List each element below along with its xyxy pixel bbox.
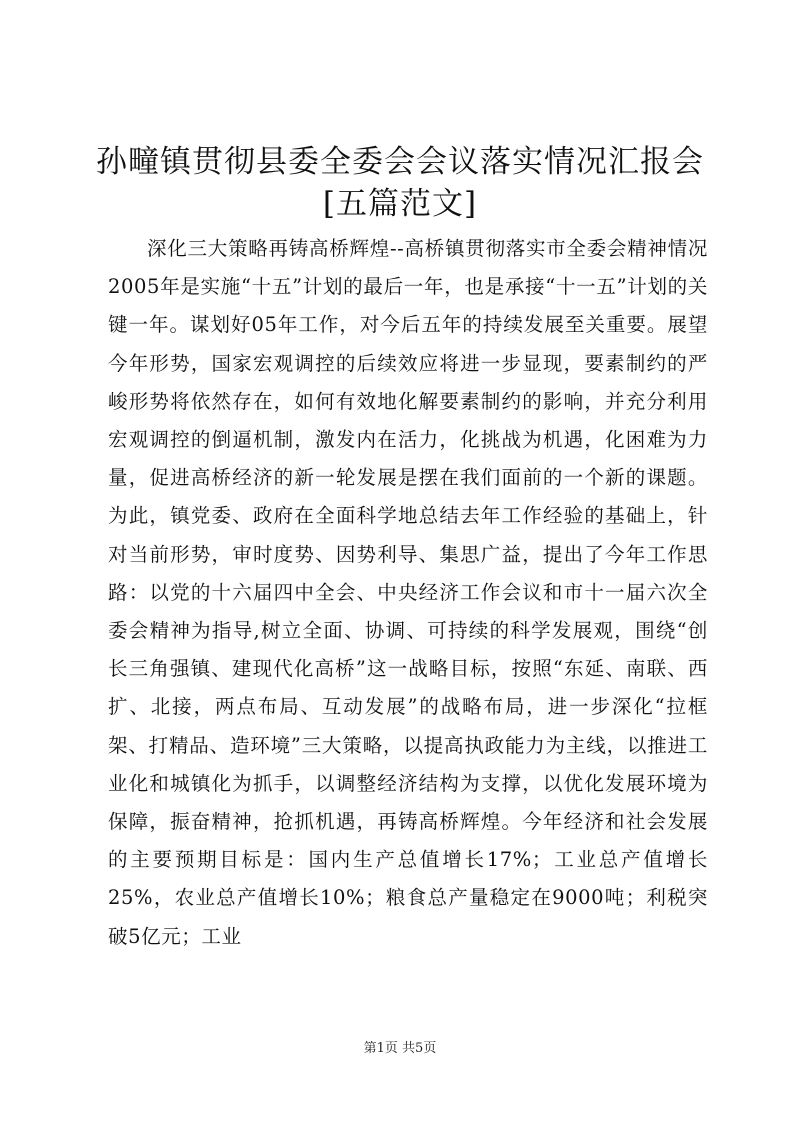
body-paragraph: 深化三大策略再铸高桥辉煌--高桥镇贯彻落实市全委会精神情况2005年是实施“十五”计划的最后一年，也是承接“十一五”计划的关键一年。谋划好05年工作，对今后五年的持续发展至关重要。展望今年形势，国家宏观调控的后续效应将进一步显现，要素制约的严峻形势将依然存在，如何有效地化解要素制约的影响，并充分利用宏观调控的倒逼机制，激发内在活力，化挑战为机遇，化困难为力量，促进高桥经济的新一轮发展是摆在我们面前的一个新的课题。为此，镇党委、政府在全面科学地总结去年工作经验的基础上，针对当前形势，审时度势、因势利导、集思广益，提出了今年工作思路：以党的十六届四中全会、中央经济工作会议和市十一届六次全委会精神为指导,树立全面、协调、可持续的科学发展观，围绕“创长三角强镇、建现代化高桥”这一战略目标，按照“东延、南联、西扩、北接，两点布局、互动发展”的战略布局，进一步深化“拉框架、打精品、造环境”三大策略，以提高执政能力为主线，以推进工业化和城镇化为抓手，以调整经济结构为支撑，以优化发展环境为保障，振奋精神，抢抓机遇，再铸高桥辉煌。今年经济和社会发展的主要预期目标是：国内生产总值增长17%；工业总产值增长25%，农业总产值增长10%；粮食总产量稳定在9000吨；利税突破5亿元；工业: [108, 237, 708, 948]
document-title: 孙疃镇贯彻县委全委会会议落实情况汇报会: [96, 144, 704, 180]
page-footer: 第1页 共5页: [363, 1041, 437, 1056]
document-title-subtitle: [五篇范文]: [322, 186, 478, 222]
